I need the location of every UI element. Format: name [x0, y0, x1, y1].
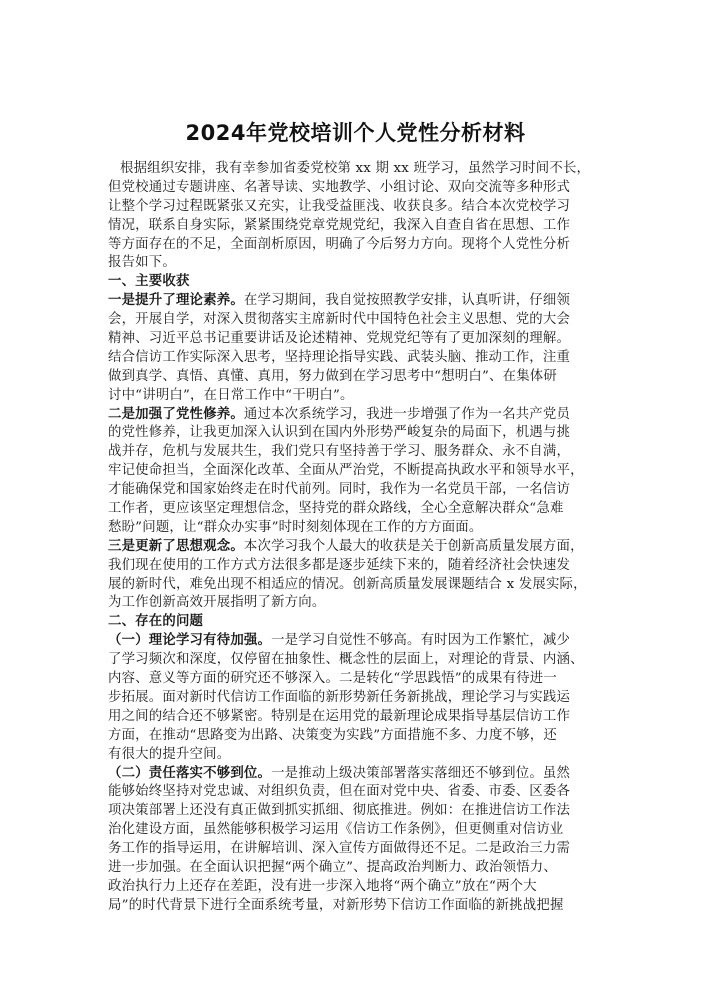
line-text: 局”的时代背景下进行全面系统考量，对新形势下信访工作面临的新挑战把握 [108, 897, 564, 913]
line-text: 方面，在推动“思路变为出路、决策变为实践”方面措施不多、力度不够，还 [108, 727, 557, 743]
line-text: 政治执行力上还存在差距，没有进一步深入地将“两个确立”放在“两个大 [108, 878, 537, 894]
paragraph-line [108, 387, 608, 406]
paragraph-line [108, 349, 608, 368]
line-text: 才能确保党和国家始终走在时代前列。同时，我作为一名党员干部，一名信访 [108, 482, 571, 498]
line-text: 结合信访工作实际深入思考，坚持理论指导实践、武装头脑、推动工作，注重 [108, 349, 571, 365]
line-text: 报告如下。 [108, 255, 176, 271]
line-text: 项决策部署上还没有真正做到抓实抓细、彻底推进。例如：在推进信访工作法 [108, 803, 571, 819]
line-text: 让整个学习过程既紧张又充实，让我受益匪浅、收获良多。结合本次党校学习 [108, 198, 571, 214]
paragraph-line [108, 727, 608, 746]
paragraph-line [108, 783, 608, 802]
line-text: 内容、意义等方面的研究还不够深入。二是转化“学思践悟”的成果有待进一 [108, 671, 557, 687]
paragraph-line [108, 217, 608, 236]
paragraph-line [108, 179, 608, 198]
line-text: 治化建设方面，虽然能够积极学习运用《信访工作条例》，但更侧重对信访业 [108, 822, 564, 838]
line-text: 等方面存在的不足，全面剖析原因，明确了今后努力方向。现将个人党性分析 [108, 236, 571, 252]
line-text: 本次学习我个人最大的收获是关于创新高质量发展方面， [243, 538, 584, 554]
document-title: 2024年党校培训个人党性分析材料 [185, 121, 526, 145]
paragraph-lead: 一是提升了理论素养。 [108, 293, 244, 309]
line-text: 根据组织安排，我有幸参加省委党校第 xx 期 xx 班学习，虽然学习时间不长， [120, 161, 591, 176]
line-text: 用之间的结合还不够紧密。特别是在运用党的最新理论成果指导基层信访工作 [108, 708, 571, 724]
paragraph-lead: 二是加强了党性修养。 [108, 406, 244, 422]
line-text: 我们现在使用的工作方式方法很多都是逐步延续下来的，随着经济社会快速发 [108, 557, 571, 573]
paragraph-line [108, 500, 608, 519]
paragraph-line [108, 821, 608, 840]
line-text: 进一步加强。在全面认识把握“两个确立”、提高政治判断力、政治领悟力、 [108, 859, 557, 875]
line-text: 讨中“讲明白”，在日常工作中“干明白”。 [108, 387, 354, 403]
paragraph-line [108, 443, 608, 462]
line-text: 的党性修养，让我更加深入认识到在国内外形势严峻复杂的局面下，机遇与挑 [108, 425, 571, 441]
paragraph-line [108, 481, 608, 500]
line-text: 一、主要收获 [108, 274, 190, 290]
paragraph-line [108, 557, 608, 576]
paragraph-line [108, 368, 608, 387]
paragraph-line [108, 632, 608, 651]
section-heading [108, 273, 608, 292]
line-text: 务工作的指导运用，在讲解培训、深入宣传方面做得还不足。二是政治三力需 [108, 841, 571, 857]
paragraph-line [108, 424, 608, 443]
line-text: 但党校通过专题讲座、名著导读、实地教学、小组讨论、双向交流等多种形式 [108, 179, 571, 195]
paragraph-line [108, 519, 608, 538]
paragraph-line [108, 840, 608, 859]
paragraph-line [108, 311, 608, 330]
line-text: 工作者，更应该坚定理想信念，坚持党的群众路线，全心全意解决群众“急难 [108, 501, 564, 517]
paragraph-line [108, 708, 608, 727]
line-text: 有很大的提升空间。 [108, 746, 231, 762]
line-text: 精神、习近平总书记重要讲话及论述精神、党规党纪等有了更加深刻的理解。 [108, 331, 571, 347]
line-text: 步拓展。面对新时代信访工作面临的新形势新任务新挑战，理论学习与实践运 [108, 689, 571, 705]
line-text: 做到真学、真悟、真懂、真用，努力做到在学习思考中“想明白”、在集体研 [108, 368, 557, 384]
paragraph-line [108, 670, 608, 689]
paragraph-line [108, 198, 608, 217]
document-body [108, 160, 608, 916]
paragraph-lead: （一）理论学习有待加强。 [108, 633, 272, 649]
paragraph-line [108, 859, 608, 878]
line-text: 二、存在的问题 [108, 614, 204, 630]
line-text: 战并存，危机与发展共生，我们党只有坚持善于学习、服务群众、永不自满， [108, 444, 571, 460]
paragraph-line [108, 897, 608, 916]
paragraph-line [108, 651, 608, 670]
paragraph-line [108, 292, 608, 311]
line-text: 一是学习自觉性不够高。有时因为工作繁忙，减少 [271, 633, 571, 649]
paragraph-line [108, 538, 608, 557]
paragraph-line [108, 765, 608, 784]
paragraph-line [108, 254, 608, 273]
line-text: 为工作创新高效开展指明了新方向。 [108, 595, 326, 611]
paragraph-line [108, 689, 608, 708]
line-text: 了学习频次和深度，仅停留在抽象性、概念性的层面上，对理论的背景、内涵、 [108, 652, 584, 668]
paragraph-line [108, 406, 608, 425]
line-text: 展的新时代，难免出现不相适应的情况。创新高质量发展课题结合 x 发展实际， [108, 576, 587, 592]
paragraph-line [108, 576, 608, 595]
paragraph-line [108, 462, 608, 481]
paragraph-line [108, 746, 608, 765]
line-text: 一是推动上级决策部署落实落细还不够到位。虽然 [271, 765, 571, 781]
line-text: 牢记使命担当，全面深化改革、全面从严治党，不断提高执政水平和领导水平， [108, 463, 584, 479]
line-text: 会，开展自学，对深入贯彻落实主席新时代中国特色社会主义思想、党的大会 [108, 312, 571, 328]
line-text: 情况，联系自身实际，紧紧围绕党章党规党纪，我深入自查自省在思想、工作 [108, 217, 571, 233]
paragraph-lead: （二）责任落实不够到位。 [108, 765, 272, 781]
paragraph-line [108, 236, 608, 255]
line-text: 愁盼”问题，让“群众办实事”时时刻刻体现在工作的方方面面。 [108, 519, 483, 535]
line-text: 通过本次系统学习，我进一步增强了作为一名共产党员 [243, 406, 571, 422]
section-heading [108, 613, 608, 632]
paragraph-line [108, 878, 608, 897]
paragraph-line [108, 160, 608, 179]
line-text: 能够始终坚持对党忠诚、对组织负责，但在面对党中央、省委、市委、区委各 [108, 784, 571, 800]
paragraph-line [108, 330, 608, 349]
paragraph-line [108, 802, 608, 821]
paragraph-lead: 三是更新了思想观念。 [108, 538, 244, 554]
line-text: 在学习期间，我自觉按照教学安排，认真听讲，仔细领 [243, 293, 571, 309]
paragraph-line [108, 594, 608, 613]
